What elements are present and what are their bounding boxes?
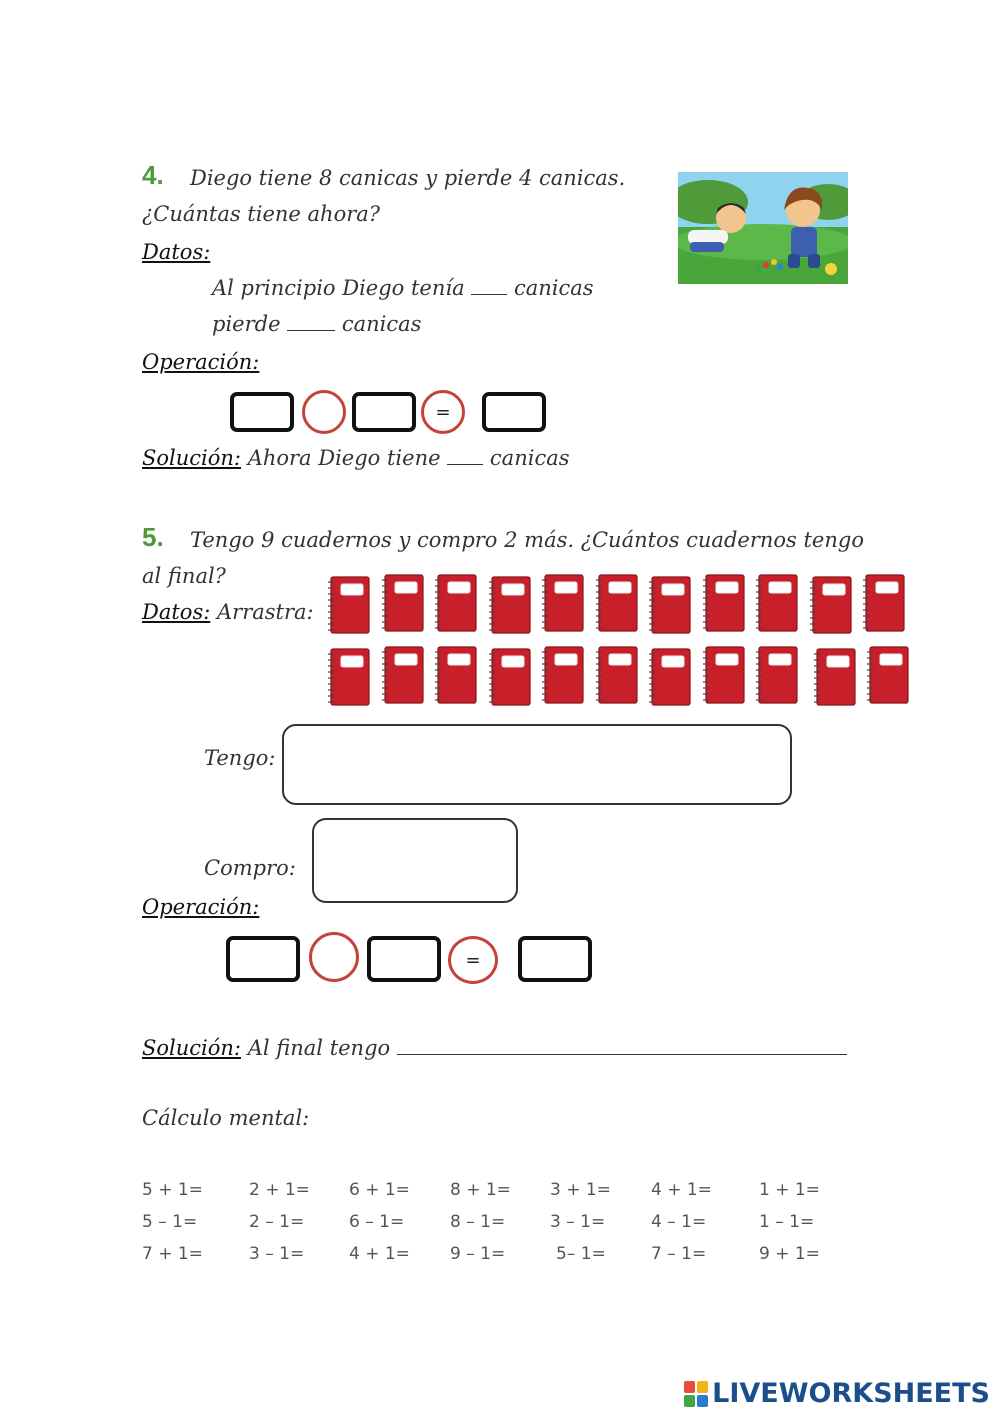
problem-4-solucion-post: canicas (489, 446, 570, 470)
notebook-draggable[interactable] (756, 646, 798, 704)
mental-calc-item: 3 – 1= (249, 1244, 305, 1264)
problem-5-datos-label: Datos: (142, 600, 211, 624)
problem-4-equals-circle (421, 390, 465, 434)
notebook-draggable[interactable] (489, 648, 531, 706)
problem-4-solucion-pre: Ahora Diego tiene (247, 446, 441, 470)
notebook-draggable[interactable] (810, 576, 852, 634)
problem-4-blank-lost[interactable] (287, 329, 335, 331)
mental-calc-item: 3 + 1= (550, 1180, 611, 1200)
problem-4-data-line2-pre: pierde (212, 312, 281, 336)
mental-calc-item: 6 – 1= (349, 1212, 405, 1232)
notebook-draggable[interactable] (489, 576, 531, 634)
notebook-draggable[interactable] (649, 648, 691, 706)
problem-4-result-box[interactable] (482, 392, 546, 432)
problem-4-data-line1-post: canicas (513, 276, 594, 300)
liveworksheets-logo-icon (684, 1381, 708, 1407)
problem-4-data-line1 (212, 276, 594, 300)
problem-4-data-line1-pre: Al principio Diego tenía (212, 276, 465, 300)
notebook-draggable[interactable] (435, 574, 477, 632)
problem-5-equals-sign: = (465, 949, 481, 971)
problem-5-blank-solution[interactable] (397, 1053, 847, 1055)
notebook-draggable[interactable] (328, 648, 370, 706)
liveworksheets-logo (684, 1378, 990, 1409)
problem-5-tengo-label: Tengo: (204, 746, 276, 770)
problem-4-datos-label: Datos: (142, 240, 211, 264)
problem-5-solucion-pre: Al final tengo (247, 1036, 391, 1060)
notebook-draggable[interactable] (542, 646, 584, 704)
problem-4-number: 4. (142, 160, 164, 190)
problem-5-result-box[interactable] (518, 936, 592, 982)
notebook-draggable[interactable] (756, 574, 798, 632)
notebook-draggable[interactable] (863, 574, 905, 632)
problem-5-datos-line (142, 600, 314, 624)
problem-4-data-line2 (212, 312, 421, 336)
notebook-draggable[interactable] (649, 576, 691, 634)
mental-calc-item: 8 + 1= (450, 1180, 511, 1200)
mental-calc-item: 4 + 1= (651, 1180, 712, 1200)
notebook-draggable[interactable] (435, 646, 477, 704)
problem-4-operand2-box[interactable] (352, 392, 416, 432)
notebook-draggable[interactable] (814, 648, 856, 706)
problem-5-compro-label: Compro: (204, 856, 296, 880)
mental-calc-item: 4 – 1= (651, 1212, 707, 1232)
problem-5-compro-dropzone[interactable] (312, 818, 518, 903)
problem-5-solucion-label: Solución: (142, 1036, 241, 1060)
problem-4-text-line1: Diego tiene 8 canicas y pierde 4 canicas. (190, 166, 626, 190)
problem-5-tengo-dropzone[interactable] (282, 724, 792, 805)
problem-4-operator-circle[interactable] (302, 390, 346, 434)
problem-5-operand2-box[interactable] (367, 936, 441, 982)
notebook-draggable[interactable] (328, 576, 370, 634)
mental-calc-item: 2 – 1= (249, 1212, 305, 1232)
problem-4-solucion-line (142, 446, 570, 470)
mental-calc-title: Cálculo mental: (142, 1106, 310, 1130)
problem-4-text-line2: ¿Cuántas tiene ahora? (142, 202, 381, 226)
problem-5-equals-circle (448, 936, 498, 984)
notebook-draggable[interactable] (596, 646, 638, 704)
problem-4-solucion-label: Solución: (142, 446, 241, 470)
mental-calc-item: 1 + 1= (759, 1180, 820, 1200)
mental-calc-item: 5 + 1= (142, 1180, 203, 1200)
mental-calc-item: 9 – 1= (450, 1244, 506, 1264)
problem-5-solucion-line (142, 1036, 847, 1060)
mental-calc-item: 5 – 1= (142, 1212, 198, 1232)
problem-4-blank-solution[interactable] (447, 463, 483, 465)
mental-calc-item: 4 + 1= (349, 1244, 410, 1264)
problem-5-operator-circle[interactable] (309, 932, 359, 982)
problem-5-operand1-box[interactable] (226, 936, 300, 982)
problem-4-blank-initial[interactable] (471, 293, 507, 295)
problem-4-equals-sign: = (435, 401, 451, 423)
kids-marbles-illustration (678, 172, 848, 284)
mental-calc-item: 7 – 1= (651, 1244, 707, 1264)
liveworksheets-logo-text: LIVEWORKSHEETS (712, 1378, 990, 1409)
mental-calc-item: 8 – 1= (450, 1212, 506, 1232)
problem-5-arrastra-label: Arrastra: (216, 600, 314, 624)
mental-calc-item: 9 + 1= (759, 1244, 820, 1264)
notebook-draggable[interactable] (382, 646, 424, 704)
notebook-draggable[interactable] (596, 574, 638, 632)
notebook-draggable[interactable] (867, 646, 909, 704)
mental-calc-item: 5– 1= (556, 1244, 606, 1264)
mental-calc-item: 2 + 1= (249, 1180, 310, 1200)
problem-5-text-line2: al final? (142, 564, 226, 588)
notebook-draggable[interactable] (703, 646, 745, 704)
mental-calc-item: 6 + 1= (349, 1180, 410, 1200)
problem-4-operand1-box[interactable] (230, 392, 294, 432)
problem-4-data-line2-post: canicas (341, 312, 422, 336)
notebook-draggable[interactable] (703, 574, 745, 632)
problem-5-number: 5. (142, 522, 164, 552)
problem-5-operacion-label: Operación: (142, 895, 260, 919)
mental-calc-item: 1 – 1= (759, 1212, 815, 1232)
mental-calc-item: 3 – 1= (550, 1212, 606, 1232)
mental-calc-item: 7 + 1= (142, 1244, 203, 1264)
notebook-draggable[interactable] (382, 574, 424, 632)
problem-4-operacion-label: Operación: (142, 350, 260, 374)
problem-5-text-line1: Tengo 9 cuadernos y compro 2 más. ¿Cuántos cuadernos tengo (190, 528, 864, 552)
notebook-draggable[interactable] (542, 574, 584, 632)
